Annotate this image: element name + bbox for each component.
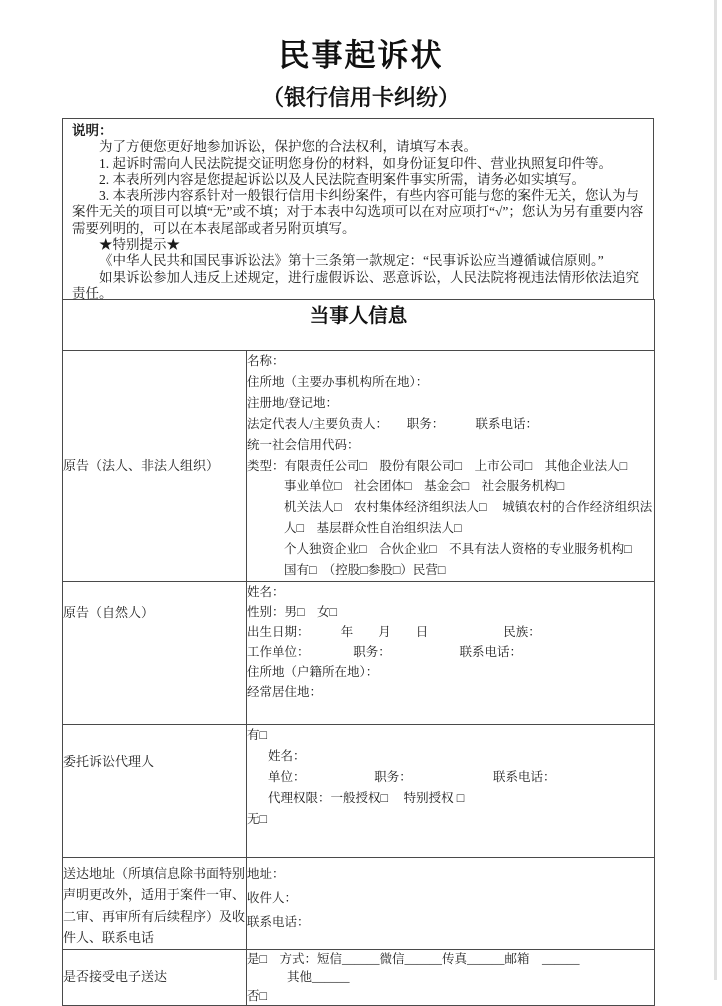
service-address-label-line-2: 声明更改外，适用于案件一审、 — [63, 887, 246, 903]
row-label-service-address — [63, 857, 247, 949]
row-label-electronic-service: 是否接受电子送达 — [63, 949, 247, 1005]
agent-name-line: 姓名： — [268, 748, 306, 763]
agent-unit-line: 单位： 职务： 联系电话： — [268, 769, 556, 784]
service-address-line: 地址： — [247, 866, 285, 881]
form-subtitle: （银行信用卡纠纷） — [261, 85, 460, 110]
org-type-options-line-4: 人□ 基层群众性自治组织法人□ — [284, 521, 462, 536]
scan-edge-artifact — [714, 0, 717, 980]
row-label-plaintiff-natural-person: 原告（自然人） — [63, 581, 247, 724]
notice-box — [62, 118, 654, 300]
person-workunit-line: 工作单位： 职务： 联系电话： — [247, 645, 523, 660]
eservice-no-line: 否□ — [247, 988, 268, 1003]
agent-authority-line: 代理权限：一般授权□ 特别授权 □ — [268, 790, 465, 805]
table-row-electronic-service — [63, 949, 655, 1005]
notice-heading: 说明： — [72, 123, 113, 138]
person-gender-line: 性别：男□ 女□ — [247, 605, 338, 620]
person-domicile-line: 住所地（户籍所在地）： — [247, 665, 379, 680]
table-row-plaintiff-natural-person — [63, 581, 655, 724]
service-address-label-line-3: 二审、再审所有后续程序）及收 — [63, 908, 246, 924]
org-type-options-line-6: 国有□ （控股□参股□）民营□ — [284, 563, 446, 578]
org-domicile-line: 住所地（主要办事机构所在地）： — [247, 374, 429, 389]
org-type-options-line-1: 类型：有限责任公司□ 股份有限公司□ 上市公司□ 其他企业法人□ — [247, 458, 628, 473]
notice-paragraph-3: 3. 本表所涉内容系针对一般银行信用卡纠纷案件，有些内容可能与您的案件无关，您认为与案件无关的项目可以填“无”或不填；对于本表中勾选项可以在对应项打“√”；您认为另有重要内容需要列明的，可以在本表尾部或者另附页填写。 — [72, 188, 644, 236]
eservice-other-line: 其他______ — [287, 970, 350, 985]
org-type-options-line-3: 机关法人□ 农村集体经济组织法人□ 城镇农村的合作经济组织法 — [284, 500, 653, 515]
person-birthdate-line: 出生日期： 年 月 日 民族： — [247, 625, 541, 640]
party-info-table — [62, 299, 655, 1006]
natural-person-fields — [247, 581, 655, 724]
table-row-litigation-agent — [63, 724, 655, 857]
org-registration-line: 注册地/登记地： — [247, 395, 338, 410]
notice-paragraph-1: 1. 起诉时需向人民法院提交证明您身份的材料，如身份证复印件、营业执照复印件等。 — [99, 155, 612, 171]
org-type-options-line-5: 个人独资企业□ 合伙企业□ 不具有法人资格的专业服务机构□ — [284, 542, 632, 557]
person-residence-line: 经常居住地： — [247, 685, 323, 700]
service-address-label-line-4: 件人、联系电话 — [63, 930, 155, 946]
table-row-plaintiff-organization — [63, 351, 655, 582]
person-name-line: 姓名： — [247, 584, 285, 599]
electronic-service-fields — [247, 949, 655, 1005]
agent-has-checkbox-line: 有□ — [247, 727, 268, 742]
eservice-yes-methods-line: 是□ 方式：短信______微信______传真______邮箱 ______ — [247, 951, 580, 966]
service-address-label-line-1: 送达地址（所填信息除书面特别 — [63, 865, 246, 881]
litigation-agent-fields — [247, 724, 655, 857]
notice-law-quote: 《中华人民共和国民事诉讼法》第十三条第一款规定：“民事诉讼应当遵循诚信原则。” — [99, 253, 604, 269]
special-notice-heading: ★特别提示★ — [99, 237, 180, 253]
org-credit-code-line: 统一社会信用代码： — [247, 437, 360, 452]
row-label-plaintiff-organization: 原告（法人、非法人组织） — [63, 351, 247, 582]
section-header: 当事人信息 — [63, 300, 655, 351]
notice-paragraph-2: 2. 本表所列内容是您提起诉讼以及人民法院查明案件事实所需，请务必如实填写。 — [99, 171, 585, 187]
service-phone-line: 联系电话： — [247, 914, 310, 929]
table-row-service-address — [63, 857, 655, 949]
org-legal-rep-line: 法定代表人/主要负责人： 职务： 联系电话： — [247, 416, 538, 431]
service-recipient-line: 收件人： — [247, 890, 298, 905]
notice-paragraph-intro: 为了方便您更好地参加诉讼，保护您的合法权利，请填写本表。 — [99, 139, 477, 155]
agent-none-checkbox-line: 无□ — [247, 811, 268, 826]
section-header-row — [63, 300, 655, 351]
row-label-litigation-agent: 委托诉讼代理人 — [63, 724, 247, 857]
notice-warning: 如果诉讼参加人违反上述规定，进行虚假诉讼、恶意诉讼，人民法院将视违法情形依法追究责任。 — [72, 269, 639, 301]
form-title: 民事起诉状 — [278, 38, 444, 73]
plaintiff-organization-fields — [247, 351, 655, 582]
org-type-options-line-2: 事业单位□ 社会团体□ 基金会□ 社会服务机构□ — [284, 479, 565, 494]
form-body — [62, 118, 654, 1006]
org-name-line: 名称： — [247, 354, 285, 368]
service-address-fields — [247, 857, 655, 949]
